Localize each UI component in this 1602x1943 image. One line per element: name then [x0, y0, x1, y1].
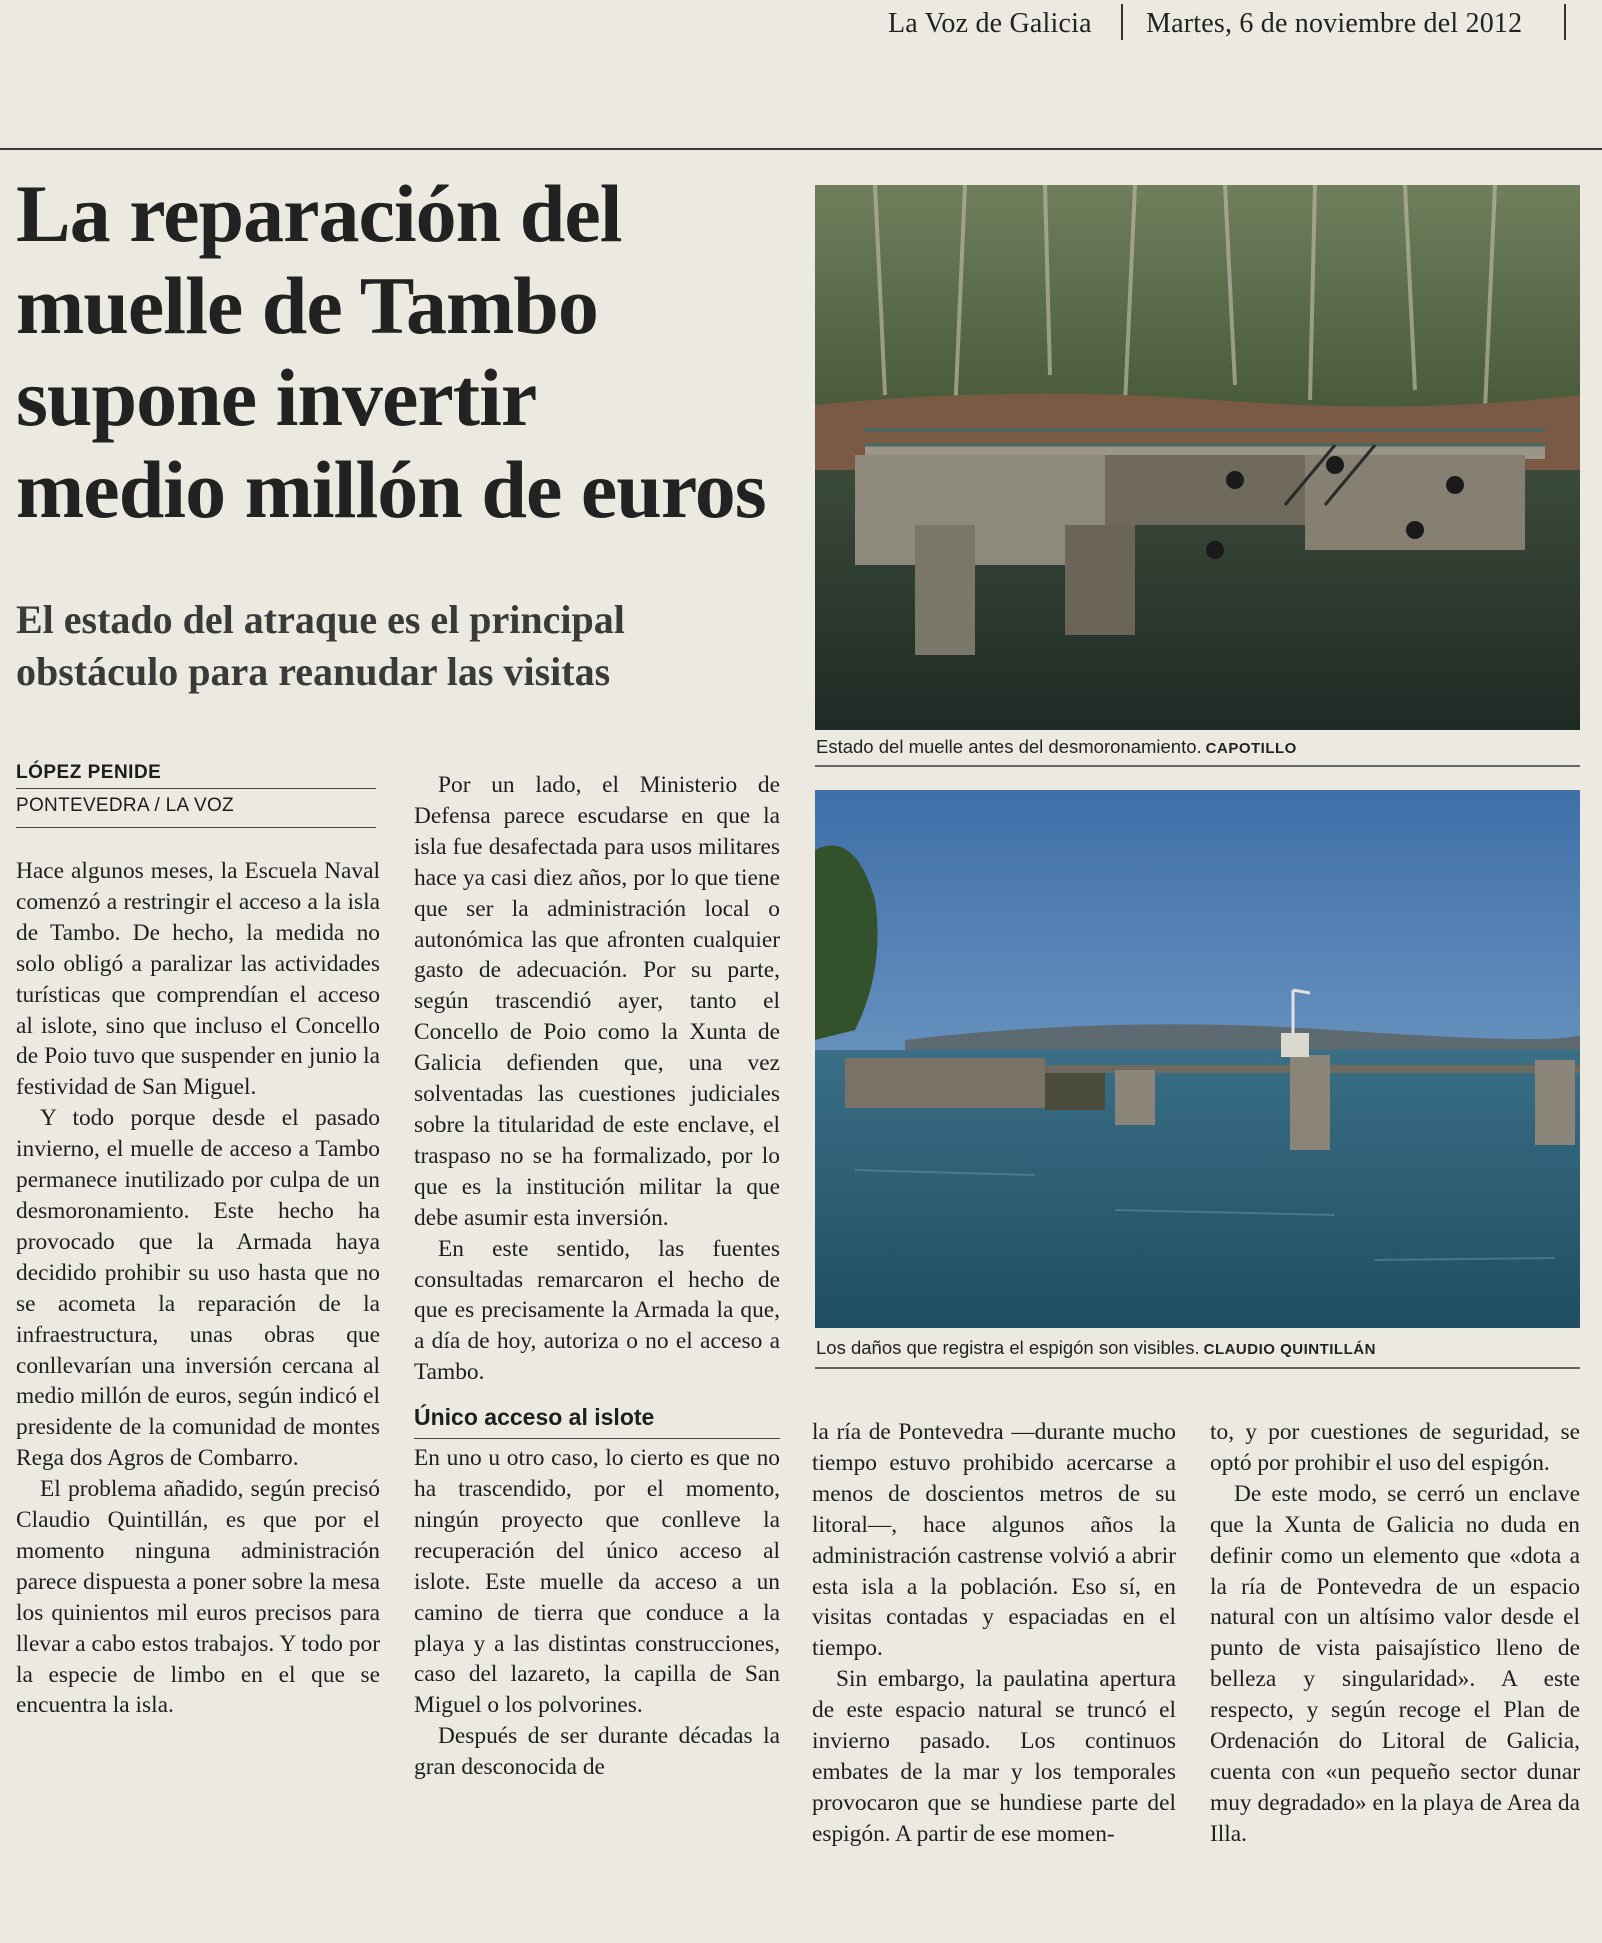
paragraph: Después de ser durante décadas la gran desconocida de: [414, 1723, 780, 1781]
paragraph: Sin embargo, la paulatina apertura de este espacio natural se truncó el invierno pasado. Los continuos embates de la mar y los temporales provocaron que se hundiese parte del espigón. A partir de ese momen-: [812, 1666, 1176, 1847]
paragraph: Por un lado, el Ministerio de Defensa parece escudarse en que la isla fue desafectada para usos militares hace ya casi diez años, por lo que tiene que ser la administración local o autonómica las que afronten cualquier gasto de adecuación. Por su parte, según trascendió ayer, tanto el Concello de Poio como la Xunta de Galicia defienden que, una vez solventadas las cuestiones judiciales sobre la titularidad de este enclave, el traspaso no se ha formalizado, por lo que es la institución militar la que debe asumir esta inversión.: [414, 772, 780, 1231]
paragraph: En uno u otro caso, lo cierto es que no ha trascendido, por el momento, ningún proyecto que conlleve la recuperación del único acceso al islote. Este muelle da acceso a un camino de tierra que conduce a la playa y a las distintas construcciones, caso del lazareto, la capilla de San Miguel o los polvorines.: [414, 1445, 780, 1719]
caption-text: Estado del muelle antes del desmoronamiento.: [816, 736, 1202, 757]
photo-damaged-breakwater: [815, 790, 1580, 1328]
paragraph: to, y por cuestiones de seguridad, se optó por prohibir el uso del espigón.: [1210, 1419, 1580, 1476]
paragraph: De este modo, se cerró un enclave que la Xunta de Galicia no duda en definir como un elemento que «dota a la ría de Pontevedra de un espacio natural con un altísimo valor desde el punto de vista paisajístico lleno de belleza y singularidad». A este respecto, y según recoge el Plan de Ordenación do Litoral de Galicia, cuenta con «un pequeño sector dunar muy degradado» en la playa de Area da Illa.: [1210, 1480, 1580, 1847]
paragraph: En este sentido, las fuentes consultadas remarcaron el hecho de que es precisamente la Armada la que, a día de hoy, autoriza o no el acceso a Tambo.: [414, 1235, 780, 1386]
caption-rule: [815, 1367, 1580, 1369]
paragraph: Hace algunos meses, la Escuela Naval comenzó a restringir el acceso a la isla de Tambo. De hecho, la medida no solo obligó a paralizar las actividades turísticas que comprendían el acceso al islote, sino que incluso el Concello de Poio tuvo que suspender en junio la festividad de San Miguel.: [16, 858, 380, 1101]
photo-pier-before-collapse: [815, 185, 1580, 730]
paragraph: Y todo porque desde el pasado invierno, el muelle de acceso a Tambo permanece inutilizado por culpa de un desmoronamiento. Este hecho ha provocado que la Armada haya decidido prohibir su uso hasta que no se acometa la reparación de la infraestructura, unas obras que conllevarían una inversión cercana al medio millón de euros, según indicó el presidente de la comunidad de montes Rega dos Agros de Combarro.: [16, 1105, 380, 1472]
headline-line: La reparación del: [16, 168, 622, 259]
section-subtitle: Único acceso al islote: [414, 1402, 780, 1439]
headline-line: supone invertir: [16, 352, 537, 443]
header-rule: [0, 148, 1602, 150]
article-column-1: [16, 856, 380, 1721]
photo-caption: [816, 736, 1297, 758]
newspaper-name: La Voz de Galicia: [888, 8, 1092, 39]
headline: [16, 168, 796, 536]
paragraph: El problema añadido, según precisó Claudio Quintillán, es que por el momento ninguna administración parece dispuesta a poner sobre la mesa los quinientos mil euros precisos para llevar a cabo estos trabajos. Y todo por la especie de limbo en el que se encuentra la isla.: [16, 1476, 380, 1719]
headline-line: muelle de Tambo: [16, 260, 598, 351]
dateline: PONTEVEDRA / LA VOZ: [16, 795, 376, 828]
subhead-line: El estado del atraque es el principal: [16, 597, 625, 642]
publication-date: Martes, 6 de noviembre del 2012: [1146, 8, 1523, 39]
photo-credit: CLAUDIO QUINTILLÁN: [1203, 1341, 1376, 1358]
article-column-2: [414, 770, 780, 1783]
byline: [16, 762, 376, 828]
author-name: LÓPEZ PENIDE: [16, 762, 376, 789]
caption-text: Los daños que registra el espigón son visibles.: [816, 1337, 1200, 1358]
article-column-3: [812, 1417, 1176, 1850]
photo-caption: [816, 1337, 1376, 1359]
header-separator: [1121, 4, 1123, 40]
caption-rule: [815, 765, 1580, 767]
pier-photo-illustration: [815, 185, 1580, 730]
paragraph: la ría de Pontevedra —durante mucho tiempo estuvo prohibido acercarse a menos de doscientos metros de su litoral—, hace algunos años la administración castrense volvió a abrir esta isla a la población. Eso sí, en visitas contadas y espaciadas en el tiempo.: [812, 1419, 1176, 1662]
headline-line: medio millón de euros: [16, 444, 766, 535]
article-column-4: [1210, 1417, 1580, 1850]
header-separator-right: [1564, 4, 1566, 40]
breakwater-photo-illustration: [815, 790, 1580, 1328]
subheadline: [16, 594, 736, 698]
photo-credit: CAPOTILLO: [1205, 740, 1297, 757]
subhead-line: obstáculo para reanudar las visitas: [16, 649, 611, 694]
